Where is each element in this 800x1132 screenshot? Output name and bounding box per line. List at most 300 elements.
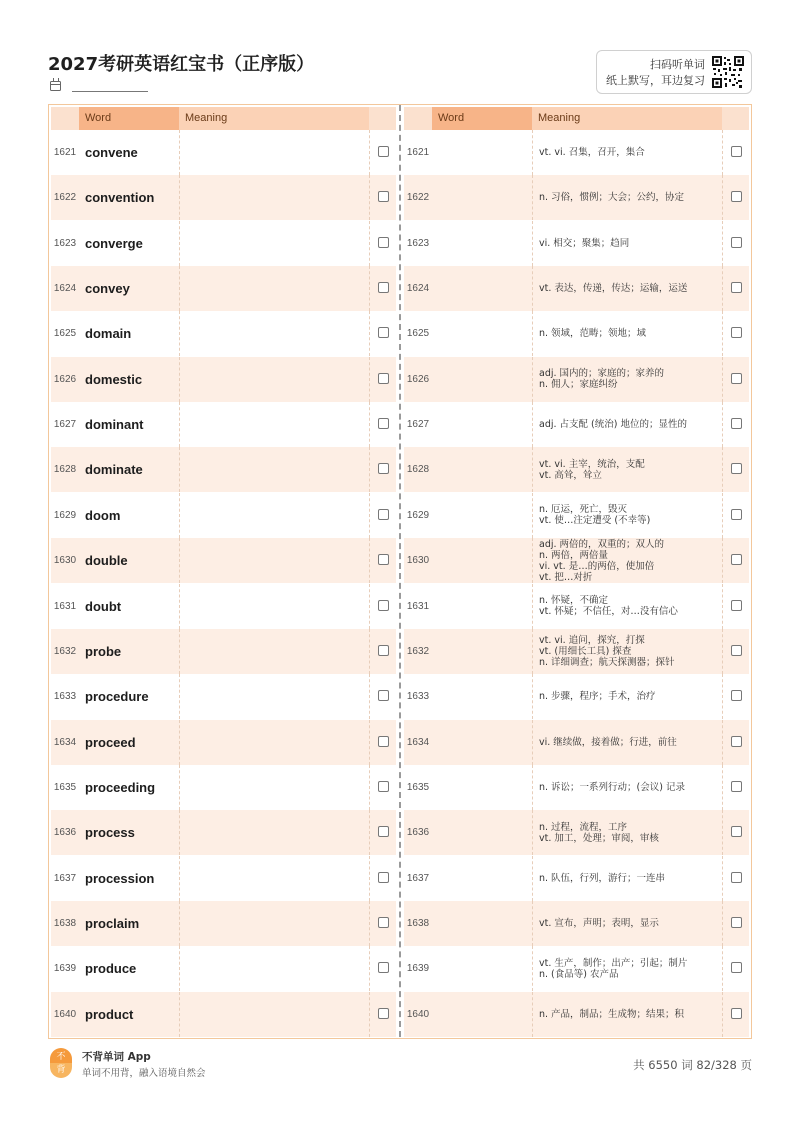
row-number: 1626 [406, 373, 430, 385]
meaning-row [404, 946, 749, 991]
checkbox-icon[interactable] [731, 554, 742, 565]
page-info: 共 6550 词 82/328 页 [633, 1058, 752, 1072]
word-blank[interactable] [432, 629, 532, 674]
meaning-row [404, 901, 749, 946]
meaning-line: n. 怀疑，不确定 [539, 595, 609, 606]
scan-line-1: 扫码听单词 [650, 58, 705, 71]
checkbox-icon[interactable] [731, 146, 742, 157]
check-cell [369, 584, 396, 629]
checkbox-icon[interactable] [731, 962, 742, 973]
header-word: Word [79, 107, 179, 130]
word-row [51, 584, 396, 629]
meaning-line: vt. 怀疑；不信任，对…没有信心 [539, 606, 678, 617]
word-blank[interactable] [432, 175, 532, 220]
check-cell [369, 357, 396, 402]
meaning-text [532, 357, 722, 402]
meaning-blank[interactable] [179, 130, 369, 175]
meaning-blank[interactable] [179, 810, 369, 855]
word-text: proceed [85, 734, 136, 750]
meaning-line: vt. 宣布，声明；表明，显示 [539, 917, 659, 929]
row-number: 1623 [53, 237, 77, 249]
check-cell [722, 720, 749, 765]
meaning-text [532, 130, 722, 175]
word-row [51, 765, 396, 810]
checkbox-icon[interactable] [731, 781, 742, 792]
row-number: 1636 [53, 827, 77, 839]
word-row [51, 856, 396, 901]
check-cell [722, 810, 749, 855]
check-cell [369, 221, 396, 266]
meaning-line: vt. 把…对折 [539, 571, 593, 583]
meaning-blank[interactable] [179, 946, 369, 991]
word-blank[interactable] [432, 357, 532, 402]
checkbox-icon[interactable] [731, 690, 742, 701]
checkbox-icon[interactable] [378, 645, 389, 656]
check-cell [369, 992, 396, 1037]
word-row [51, 946, 396, 991]
word-blank[interactable] [432, 538, 532, 583]
checkbox-icon[interactable] [731, 509, 742, 520]
checkbox-icon[interactable] [378, 463, 389, 474]
word-row [51, 493, 396, 538]
word-row [51, 992, 396, 1037]
meaning-line: adj. 占支配 (统治) 地位的；显性的 [539, 419, 687, 431]
row-number: 1631 [53, 600, 77, 612]
meaning-row [404, 130, 749, 175]
check-cell [722, 946, 749, 991]
word-text: produce [85, 961, 137, 977]
word-blank[interactable] [432, 221, 532, 266]
row-number: 1628 [406, 464, 430, 476]
meaning-blank[interactable] [179, 856, 369, 901]
checkbox-icon[interactable] [378, 690, 389, 701]
word-text: convention [85, 190, 155, 206]
meaning-blank[interactable] [179, 538, 369, 583]
word-row [51, 629, 396, 674]
checkbox-icon[interactable] [731, 917, 742, 928]
check-cell [369, 311, 396, 356]
word-text: probe [85, 643, 122, 659]
row-number: 1625 [53, 328, 77, 340]
check-cell [369, 765, 396, 810]
word-text: procedure [85, 689, 149, 705]
checkbox-icon[interactable] [731, 463, 742, 474]
word-blank[interactable] [432, 266, 532, 311]
checkbox-icon[interactable] [378, 146, 389, 157]
word-blank[interactable] [432, 493, 532, 538]
meaning-text [532, 810, 722, 855]
scan-panel [596, 50, 752, 94]
row-number: 1630 [53, 555, 77, 567]
word-text: domain [85, 326, 132, 342]
meaning-blank[interactable] [179, 629, 369, 674]
meaning-line: vt. 高耸，耸立 [539, 469, 602, 481]
word-text: convey [85, 281, 130, 297]
check-cell [722, 130, 749, 175]
checkbox-icon[interactable] [731, 327, 742, 338]
row-number: 1628 [53, 464, 77, 476]
check-cell [722, 765, 749, 810]
meaning-line: n. 步骤，程序；手术，治疗 [539, 691, 656, 703]
row-number: 1639 [406, 963, 430, 975]
meaning-line: adj. 两倍的，双重的；双人的 [539, 538, 665, 550]
meaning-row [404, 266, 749, 311]
word-blank[interactable] [432, 901, 532, 946]
checkbox-icon[interactable] [378, 327, 389, 338]
check-cell [369, 493, 396, 538]
meaning-blank[interactable] [179, 402, 369, 447]
scan-text [606, 57, 705, 89]
meaning-text [532, 720, 722, 765]
word-blank[interactable] [432, 447, 532, 492]
word-blank[interactable] [432, 946, 532, 991]
row-number: 1634 [53, 736, 77, 748]
meaning-row [404, 765, 749, 810]
check-cell [722, 266, 749, 311]
check-cell [722, 538, 749, 583]
check-cell [369, 901, 396, 946]
checkbox-icon[interactable] [731, 826, 742, 837]
left-table-header [49, 107, 398, 130]
meaning-text [532, 221, 722, 266]
meaning-text [532, 674, 722, 719]
qr-code-icon[interactable] [711, 55, 745, 89]
meaning-line: vt. 使…注定遭受 (不幸等) [539, 515, 651, 527]
row-number: 1637 [406, 872, 430, 884]
calendar-icon [50, 81, 61, 91]
check-cell [369, 538, 396, 583]
meaning-row [404, 584, 749, 629]
meaning-line: vt. 表达，传递，传达；运输，运送 [539, 283, 688, 295]
checkbox-icon[interactable] [731, 373, 742, 384]
meaning-row [404, 175, 749, 220]
meaning-text [532, 538, 722, 583]
checkbox-icon[interactable] [378, 554, 389, 565]
word-text: dominate [85, 462, 143, 478]
row-number: 1621 [53, 147, 77, 158]
check-cell [722, 447, 749, 492]
meaning-line: n. 产品，制品；生成物；结果；积 [539, 1008, 685, 1020]
meaning-blank[interactable] [179, 901, 369, 946]
checkbox-icon[interactable] [731, 600, 742, 611]
meaning-blank[interactable] [179, 311, 369, 356]
checkbox-icon[interactable] [378, 917, 389, 928]
word-row [51, 266, 396, 311]
right-column [402, 105, 751, 1037]
left-column [49, 105, 398, 1037]
checkbox-icon[interactable] [378, 781, 389, 792]
header-check-cell [369, 107, 396, 130]
check-cell [369, 175, 396, 220]
checkbox-icon[interactable] [731, 418, 742, 429]
check-cell [369, 402, 396, 447]
meaning-blank[interactable] [179, 584, 369, 629]
header-meaning: Meaning [532, 107, 722, 130]
row-number: 1630 [406, 555, 430, 567]
checkbox-icon[interactable] [378, 826, 389, 837]
word-text: dominant [85, 417, 144, 433]
word-text: product [85, 1006, 134, 1022]
meaning-line: vt. 加工，处理；审阅，审核 [539, 832, 659, 844]
row-number: 1622 [406, 192, 430, 204]
meaning-blank[interactable] [179, 357, 369, 402]
meaning-text [532, 856, 722, 901]
checkbox-icon[interactable] [378, 191, 389, 202]
meaning-line: n. 详细调查；航天探测器；探针 [539, 656, 675, 668]
page-title: 2027考研英语红宝书（正序版） [48, 54, 315, 75]
meaning-blank[interactable] [179, 765, 369, 810]
meaning-text [532, 765, 722, 810]
check-cell [369, 629, 396, 674]
checkbox-icon[interactable] [378, 600, 389, 611]
row-number: 1621 [406, 147, 430, 158]
checkbox-icon[interactable] [731, 736, 742, 747]
row-number: 1627 [53, 419, 77, 431]
checkbox-icon[interactable] [378, 418, 389, 429]
check-cell [369, 674, 396, 719]
meaning-line: n. 诉讼；一系列行动；(会议) 记录 [539, 781, 685, 793]
checkbox-icon[interactable] [731, 872, 742, 883]
checkbox-icon[interactable] [731, 191, 742, 202]
meaning-text [532, 992, 722, 1037]
word-text: converge [85, 235, 143, 251]
row-number: 1622 [53, 192, 77, 204]
meaning-line: vt. vi. 召集，召开，集合 [539, 147, 645, 158]
meaning-line: n. 过程，流程，工序 [539, 821, 628, 833]
meaning-line: vi. 相交；聚集；趋同 [539, 237, 630, 249]
checkbox-icon[interactable] [378, 872, 389, 883]
meaning-text [532, 311, 722, 356]
word-row [51, 311, 396, 356]
meaning-line: n. 队伍，行列，游行；一连串 [539, 872, 666, 884]
word-row [51, 175, 396, 220]
word-text: proclaim [85, 915, 140, 931]
row-number: 1625 [406, 328, 430, 340]
word-blank[interactable] [432, 311, 532, 356]
row-number: 1629 [406, 509, 430, 521]
meaning-text [532, 901, 722, 946]
meaning-row [404, 674, 749, 719]
meaning-row [404, 221, 749, 266]
check-cell [722, 493, 749, 538]
word-text: procession [85, 870, 155, 886]
meaning-blank[interactable] [179, 992, 369, 1037]
meaning-line: n. 领域，范畴；领地；域 [539, 328, 647, 340]
row-number: 1638 [53, 917, 77, 929]
meaning-blank[interactable] [179, 674, 369, 719]
word-row [51, 447, 396, 492]
meaning-text [532, 493, 722, 538]
row-number: 1633 [406, 691, 430, 703]
meaning-row [404, 493, 749, 538]
row-number: 1635 [406, 781, 430, 793]
meaning-line: vi. vt. 是…的两倍，使加倍 [539, 560, 655, 572]
row-number: 1633 [53, 691, 77, 703]
check-cell [722, 357, 749, 402]
header-check-cell [722, 107, 749, 130]
word-blank[interactable] [432, 402, 532, 447]
word-sheet [48, 104, 752, 1039]
check-cell [722, 402, 749, 447]
check-cell [369, 266, 396, 311]
meaning-blank[interactable] [179, 493, 369, 538]
check-cell [722, 311, 749, 356]
meaning-text [532, 584, 722, 629]
meaning-line: n. 厄运，死亡，毁灭 [539, 504, 628, 516]
check-cell [369, 856, 396, 901]
app-name: 不背单词 App [82, 1051, 151, 1063]
scan-line-2: 纸上默写，耳边复习 [606, 74, 705, 87]
check-cell [369, 447, 396, 492]
header-meaning: Meaning [179, 107, 369, 130]
meaning-text [532, 946, 722, 991]
check-cell [722, 901, 749, 946]
row-number: 1629 [53, 509, 77, 521]
word-row [51, 357, 396, 402]
meaning-blank[interactable] [179, 447, 369, 492]
word-blank[interactable] [432, 992, 532, 1037]
check-cell [369, 810, 396, 855]
page-header [48, 48, 752, 96]
logo-top: 不 [50, 1048, 72, 1063]
row-number: 1624 [406, 283, 430, 295]
meaning-text [532, 402, 722, 447]
check-cell [722, 992, 749, 1037]
checkbox-icon[interactable] [378, 237, 389, 248]
header-word: Word [432, 107, 532, 130]
row-number: 1638 [406, 917, 430, 929]
row-number: 1634 [406, 736, 430, 748]
word-blank[interactable] [432, 856, 532, 901]
row-number: 1640 [406, 1008, 430, 1020]
app-logo-icon [50, 1048, 72, 1078]
meaning-row [404, 810, 749, 855]
meaning-row [404, 720, 749, 765]
check-cell [722, 629, 749, 674]
checkbox-icon[interactable] [378, 962, 389, 973]
meaning-text [532, 266, 722, 311]
meaning-row [404, 402, 749, 447]
meaning-line: vt. vi. 追问，探究，打探 [539, 634, 645, 646]
meaning-line: vi. 继续做，接着做；行进，前往 [539, 736, 677, 748]
meaning-row [404, 538, 749, 583]
check-cell [722, 856, 749, 901]
meaning-blank[interactable] [179, 175, 369, 220]
check-cell [369, 720, 396, 765]
checkbox-icon[interactable] [378, 1008, 389, 1019]
header-number-cell [51, 107, 79, 130]
word-row [51, 402, 396, 447]
word-row [51, 538, 396, 583]
word-text: domestic [85, 371, 143, 387]
word-blank[interactable] [432, 584, 532, 629]
word-text: doom [85, 507, 121, 523]
word-text: doubt [85, 598, 122, 614]
meaning-line: n. 两倍，两倍量 [539, 549, 609, 561]
meaning-line: vt. (用细长工具) 探查 [539, 645, 632, 657]
date-field[interactable] [50, 80, 150, 94]
meaning-row [404, 629, 749, 674]
check-cell [722, 674, 749, 719]
word-blank[interactable] [432, 130, 532, 175]
checkbox-icon[interactable] [378, 509, 389, 520]
meaning-row [404, 856, 749, 901]
date-underline [72, 91, 148, 92]
row-number: 1639 [53, 963, 77, 975]
word-blank[interactable] [432, 810, 532, 855]
word-row [51, 901, 396, 946]
check-cell [369, 130, 396, 175]
meaning-row [404, 447, 749, 492]
row-number: 1636 [406, 827, 430, 839]
checkbox-icon[interactable] [378, 736, 389, 747]
right-table-header [402, 107, 751, 130]
checkbox-icon[interactable] [378, 282, 389, 293]
header-number-cell [404, 107, 432, 130]
fold-divider [399, 105, 401, 1037]
checkbox-icon[interactable] [731, 282, 742, 293]
check-cell [722, 221, 749, 266]
word-text: convene [85, 145, 138, 160]
word-row [51, 720, 396, 765]
logo-bottom: 背 [50, 1063, 72, 1078]
page-footer [48, 1048, 752, 1080]
row-number: 1627 [406, 419, 430, 431]
meaning-text [532, 447, 722, 492]
meaning-row [404, 311, 749, 356]
meaning-line: vt. vi. 主宰，统治，支配 [539, 458, 645, 470]
meaning-text [532, 175, 722, 220]
row-number: 1626 [53, 373, 77, 385]
meaning-line: vt. 生产，制作；出产；引起；制片 [539, 957, 688, 969]
word-row [51, 674, 396, 719]
word-row [51, 810, 396, 855]
word-row [51, 130, 396, 175]
word-text: double [85, 553, 128, 569]
row-number: 1637 [53, 872, 77, 884]
word-blank[interactable] [432, 674, 532, 719]
checkbox-icon[interactable] [731, 645, 742, 656]
word-text: proceeding [85, 779, 156, 795]
meaning-blank[interactable] [179, 720, 369, 765]
checkbox-icon[interactable] [731, 1008, 742, 1019]
row-number: 1624 [53, 283, 77, 295]
meaning-line: n. (食品等) 农产品 [539, 968, 619, 980]
row-number: 1632 [53, 645, 77, 657]
meaning-text [532, 629, 722, 674]
meaning-line: adj. 国内的；家庭的；家养的 [539, 368, 665, 380]
check-cell [369, 946, 396, 991]
checkbox-icon[interactable] [378, 373, 389, 384]
checkbox-icon[interactable] [731, 237, 742, 248]
meaning-blank[interactable] [179, 221, 369, 266]
meaning-line: n. 佣人；家庭纠纷 [539, 379, 618, 391]
row-number: 1623 [406, 237, 430, 249]
row-number: 1635 [53, 781, 77, 793]
meaning-blank[interactable] [179, 266, 369, 311]
meaning-row [404, 992, 749, 1037]
app-slogan: 单词不用背，融入语境自然会 [82, 1068, 206, 1079]
row-number: 1631 [406, 600, 430, 612]
row-number: 1632 [406, 645, 430, 657]
meaning-row [404, 357, 749, 402]
meaning-line: n. 习俗，惯例；大会；公约，协定 [539, 192, 685, 204]
word-blank[interactable] [432, 765, 532, 810]
check-cell [722, 584, 749, 629]
word-text: process [85, 825, 135, 841]
word-blank[interactable] [432, 720, 532, 765]
row-number: 1640 [53, 1008, 77, 1020]
